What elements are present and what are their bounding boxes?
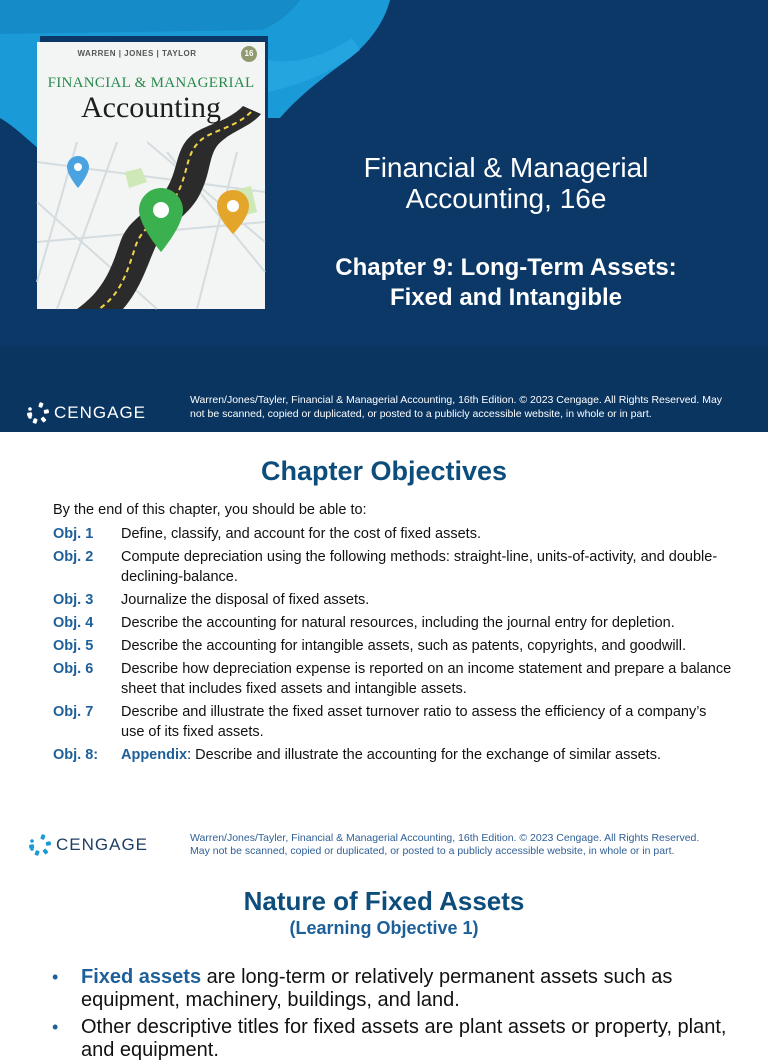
objective-key: Obj. 4 xyxy=(53,615,94,631)
copyright-notice-footer xyxy=(190,832,750,858)
cengage-wordmark: CENGAGE xyxy=(56,835,149,854)
objective-text: Describe and illustrate the fixed asset turnover ratio to assess the efficiency of a company’s use of its fixed assets. xyxy=(121,704,707,740)
cover-authors: WARREN | JONES | TAYLOR xyxy=(77,49,197,58)
objective-item xyxy=(53,613,733,633)
objective-key: Obj. 1 xyxy=(53,526,94,542)
bullet-term: Fixed assets xyxy=(81,966,202,988)
objective-text: Describe how depreciation expense is reported on an income statement and prepare a balance sheet that includes fixed assets and intangible assets. xyxy=(121,661,732,697)
objectives-intro: By the end of this chapter, you should be able to: xyxy=(53,502,367,518)
book-cover xyxy=(37,42,265,309)
copyright-notice: Warren/Jones/Tayler, Financial & Managerial Accounting, 16th Edition. © 2023 Cengage. All Rights Reserved. May not be scanned, copied or duplicated, or posted to a publicly accessible website, in whole or in part. xyxy=(190,394,723,420)
cengage-wordmark: CENGAGE xyxy=(54,403,147,422)
objective-item xyxy=(53,702,733,742)
objective-key: Obj. 6 xyxy=(53,661,94,677)
cengage-logo xyxy=(26,401,146,425)
chapter-title xyxy=(296,253,716,313)
objective-text: Describe the accounting for natural resources, including the journal entry for depletion. xyxy=(121,615,675,631)
chapter-title-line1: Chapter 9: Long-Term Assets: xyxy=(335,254,677,281)
bullet-item xyxy=(52,1016,732,1062)
objective-key: Obj. 2 xyxy=(53,549,94,565)
bullet-symbol: • xyxy=(52,1017,59,1037)
objectives-slide xyxy=(0,432,768,864)
book-title-line1: Financial & Managerial xyxy=(363,152,649,183)
copyright-line2: May not be scanned, copied or duplicated, or posted to a publicly accessible website, in whole or in part. xyxy=(190,845,675,857)
objective-item xyxy=(53,636,733,656)
appendix-text: : Describe and illustrate the accounting for the exchange of similar assets. xyxy=(187,747,661,763)
appendix-label: Appendix xyxy=(121,747,188,763)
bullet-item xyxy=(52,966,732,1012)
edition-badge: 16 xyxy=(241,46,257,62)
bullet-body: Other descriptive titles for fixed assets are plant assets or property, plant, and equipment. xyxy=(81,1016,727,1061)
book-title xyxy=(296,152,716,214)
bullet-text xyxy=(81,966,732,1012)
fixed-assets-slide xyxy=(0,864,768,1061)
chapter-title-line2: Fixed and Intangible xyxy=(389,284,623,311)
objective-key: Obj. 5 xyxy=(53,638,94,654)
objective-item xyxy=(53,547,733,587)
objective-text xyxy=(121,745,733,765)
copyright-line1: Warren/Jones/Tayler, Financial & Managerial Accounting, 16th Edition. © 2023 Cengage. All Rights Reserved. xyxy=(190,832,700,844)
objective-item-appendix xyxy=(53,745,733,765)
cengage-logo-footer xyxy=(28,833,148,857)
slide-title: Nature of Fixed Assets xyxy=(243,886,525,916)
objective-item xyxy=(53,590,733,610)
cengage-mark-icon xyxy=(26,401,50,425)
objectives-list xyxy=(53,524,733,768)
objective-text: Define, classify, and account for the cost of fixed assets. xyxy=(121,526,481,542)
bullet-body: are long-term or relatively permanent assets such as equipment, machinery, buildings, and land. xyxy=(81,966,673,1011)
objective-key: Obj. 8: xyxy=(53,747,99,763)
bullet-symbol: • xyxy=(52,967,59,987)
objective-item xyxy=(53,659,733,699)
slide-subtitle: (Learning Objective 1) xyxy=(289,918,479,938)
objective-key: Obj. 7 xyxy=(53,704,94,720)
book-title-line2: Accounting, 16e xyxy=(405,183,607,214)
objective-text: Describe the accounting for intangible assets, such as patents, copyrights, and goodwill. xyxy=(121,638,687,654)
objective-text: Compute depreciation using the following methods: straight-line, units-of-activity, and double-declining-balance. xyxy=(121,549,718,585)
objective-item xyxy=(53,524,733,544)
cover-title-line1: FINANCIAL & MANAGERIAL xyxy=(47,75,255,91)
title-slide xyxy=(0,0,768,432)
objective-text: Journalize the disposal of fixed assets. xyxy=(121,592,370,608)
cengage-mark-icon xyxy=(28,833,52,857)
cover-title-line2: Accounting xyxy=(81,91,221,124)
slide-title: Chapter Objectives xyxy=(260,456,508,486)
objective-key: Obj. 3 xyxy=(53,592,94,608)
